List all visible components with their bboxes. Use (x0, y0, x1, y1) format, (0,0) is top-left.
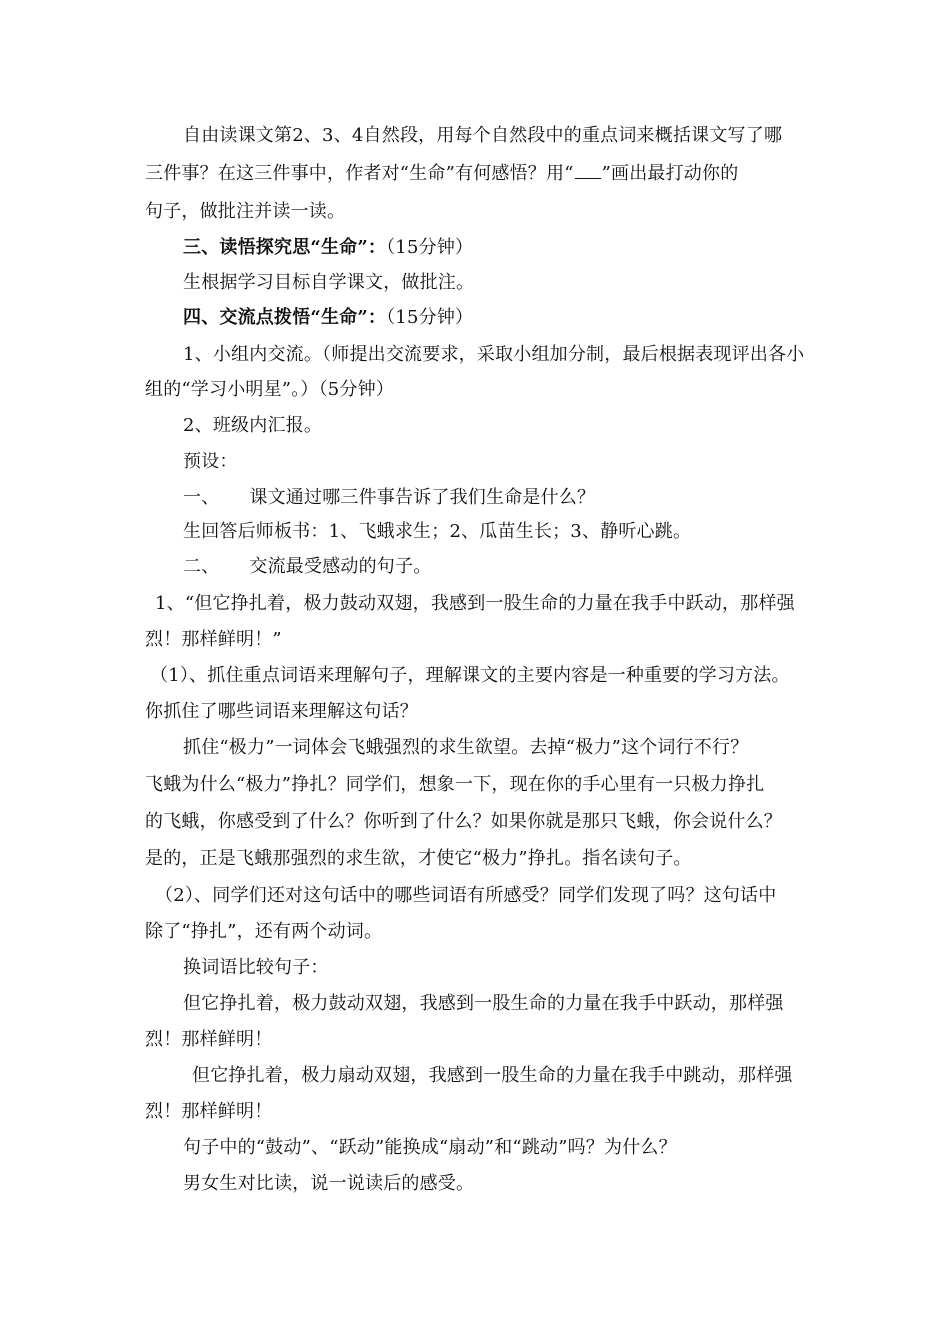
paragraph-line: 组的“学习小明星”。）（5分钟） (145, 379, 395, 400)
text-segment: ”画出最打动你的 (601, 163, 739, 184)
underline-blank (575, 162, 601, 179)
section-heading-4 (183, 306, 810, 330)
paragraph-line: 你抓住了哪些词语来理解这句话？ (145, 701, 418, 722)
heading-title: 三、读悟探究思“生命”： (183, 237, 387, 258)
list-item (183, 555, 810, 579)
paragraph-line: 预设： (183, 451, 238, 472)
paragraph-line: 但它挣扎着，极力鼓动双翅，我感到一股生命的力量在我手中跃动，那样强 (183, 993, 784, 1014)
paragraph-line: 飞蛾为什么“极力”挣扎？同学们，想象一下，现在你的手心里有一只极力挣扎 (145, 774, 765, 795)
paragraph-line: 烈！那样鲜明！” (145, 629, 282, 650)
list-item (183, 486, 810, 510)
paragraph-line: 2、班级内汇报。 (183, 415, 323, 436)
paragraph-line: 换词语比较句子： (183, 957, 329, 978)
heading-title: 四、交流点拨悟“生命”： (183, 307, 387, 328)
paragraph-line: 但它挣扎着，极力扇动双翅，我感到一股生命的力量在我手中跳动，那样强 (192, 1065, 793, 1086)
paragraph-line: 抓住“极力”一词体会飞蛾强烈的求生欲望。去掉“极力”这个词行不行？ (183, 737, 749, 758)
paragraph-line: 生根据学习目标自学课文，做批注。 (183, 272, 475, 293)
heading-time: （15分钟） (386, 237, 474, 258)
heading-time: （15分钟） (386, 307, 474, 328)
list-text: 课文通过哪三件事告诉了我们生命是什么？ (249, 487, 596, 508)
paragraph-line: 1、小组内交流。（师提出交流要求，采取小组加分制，最后根据表现评出各小 (183, 344, 805, 365)
paragraph-line: 烈！那样鲜明！ (145, 1101, 273, 1122)
text-segment: 三件事？在这三件事中，作者对“生命”有何感悟？用“ (145, 163, 574, 184)
paragraph-line: 句子，做批注并读一读。 (145, 201, 346, 222)
list-number: 二、 (183, 556, 220, 577)
paragraph-line: 生回答后师板书：1、飞蛾求生；2、瓜苗生长；3、静听心跳。 (183, 521, 692, 542)
list-number: 一、 (183, 487, 220, 508)
section-heading-3 (183, 236, 810, 260)
paragraph-line: 是的，正是飞蛾那强烈的求生欲，才使它“极力”挣扎。指名读句子。 (145, 848, 692, 869)
paragraph-line: （2）、同学们还对这句话中的哪些词语有所感受？同学们发现了吗？这句话中 (155, 885, 777, 906)
paragraph-line: 自由读课文第2、3、4自然段，用每个自然段中的重点词来概括课文写了哪 (183, 125, 783, 146)
paragraph-line (145, 162, 810, 186)
paragraph-line: 1、“但它挣扎着，极力鼓动双翅，我感到一股生命的力量在我手中跃动，那样强 (155, 593, 795, 614)
paragraph-line: 除了“挣扎”，还有两个动词。 (145, 921, 383, 942)
paragraph-line: （1）、抓住重点词语来理解句子，理解课文的主要内容是一种重要的学习方法。 (150, 665, 790, 686)
paragraph-line: 句子中的“鼓动”、“跃动”能换成“扇动”和“跳动”吗？为什么？ (183, 1137, 677, 1158)
paragraph-line: 烈！那样鲜明！ (145, 1029, 273, 1050)
paragraph-line: 的飞蛾，你感受到了什么？你听到了什么？如果你就是那只飞蛾，你会说什么？ (145, 811, 782, 832)
paragraph-line: 男女生对比读，说一说读后的感受。 (183, 1173, 475, 1194)
list-text: 交流最受感动的句子。 (249, 556, 432, 577)
